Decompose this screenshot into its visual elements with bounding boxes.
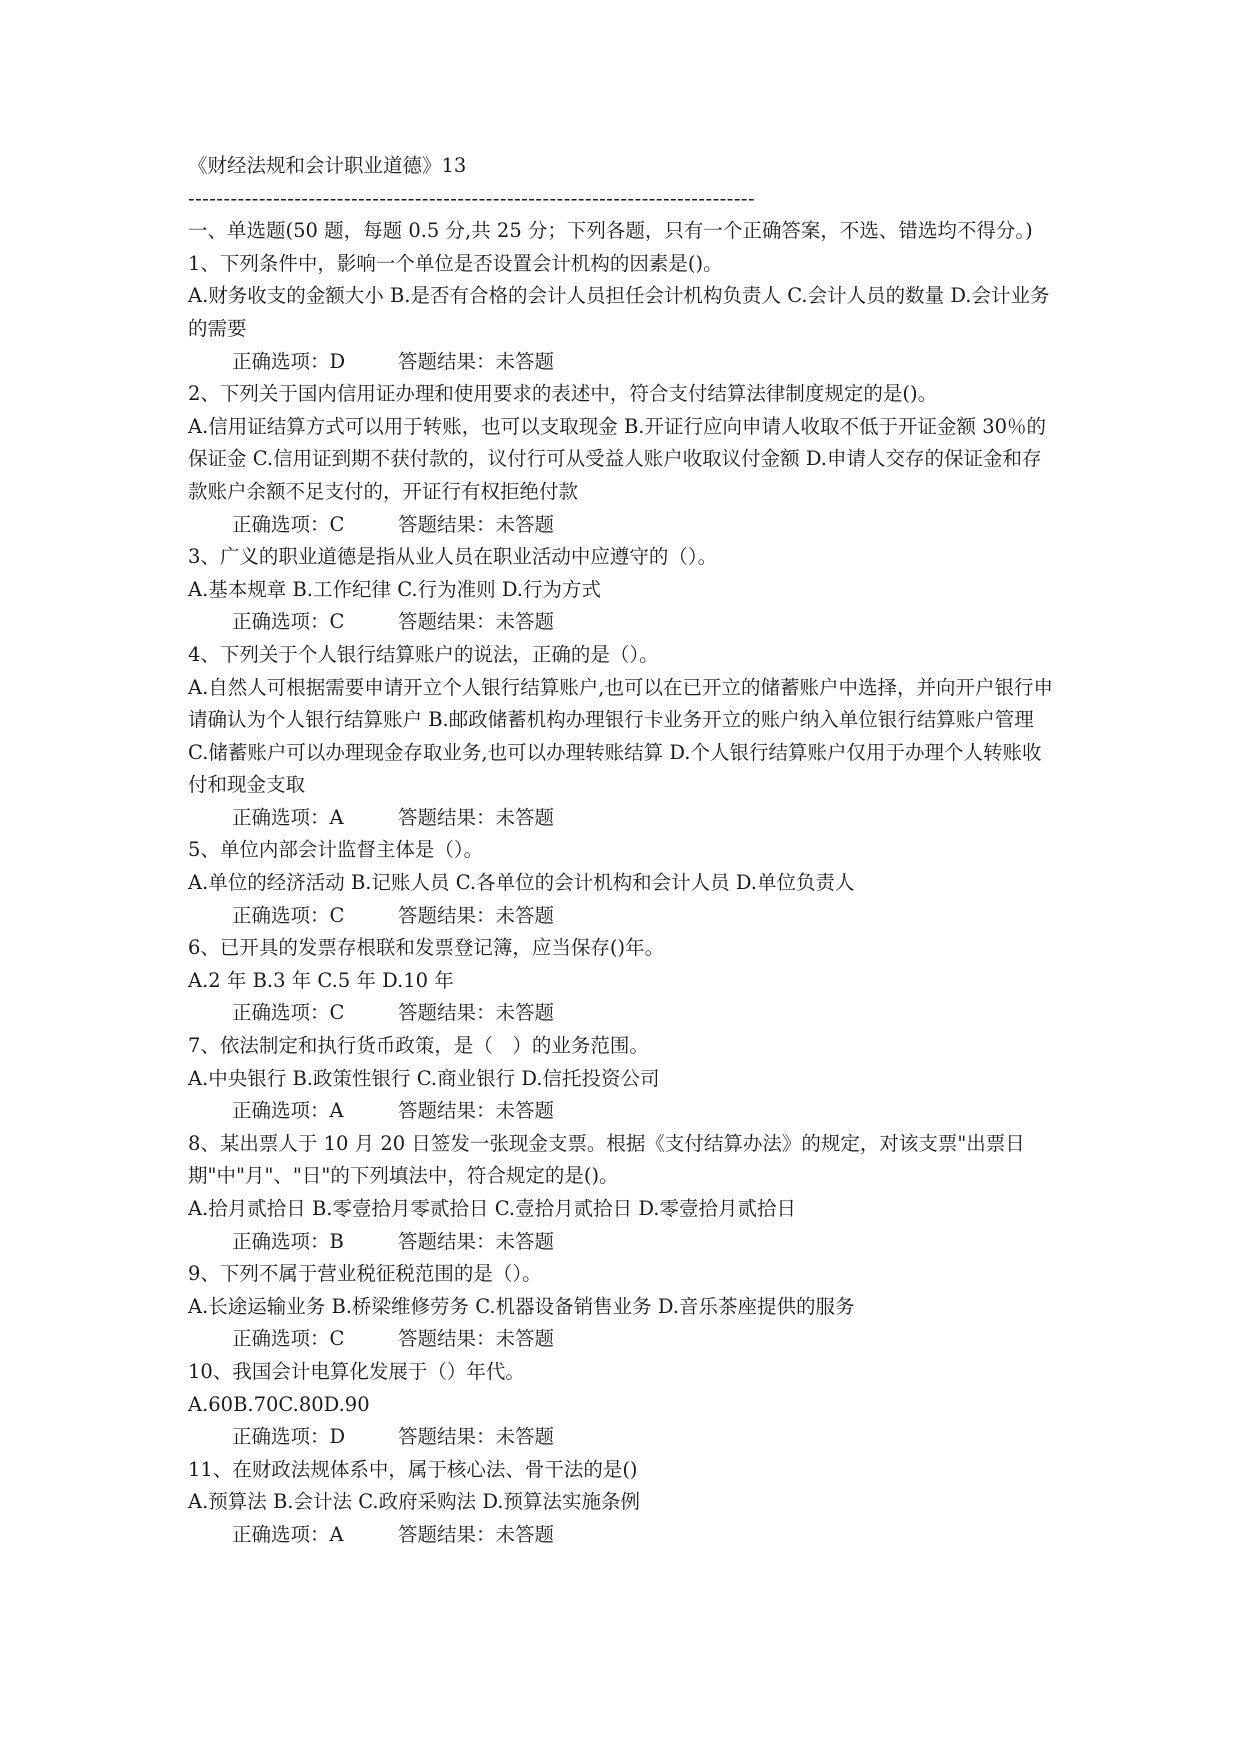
answer-result: 答题结果：未答题	[398, 1099, 555, 1123]
question-stem: 9、下列不属于营业税征税范围的是（）。	[188, 1262, 542, 1286]
question-item	[188, 639, 1058, 835]
question-options: A.长途运输业务 B.桥梁维修劳务 C.机器设备销售业务 D.音乐茶座提供的服务	[188, 1294, 855, 1318]
correct-answer: 正确选项：C	[232, 610, 345, 634]
question-stem: 11、在财政法规体系中，属于核心法、骨干法的是()	[188, 1457, 638, 1481]
question-stem: 6、已开具的发票存根联和发票登记簿，应当保存()年。	[188, 936, 665, 960]
answer-result: 答题结果：未答题	[398, 610, 555, 634]
question-options: A.拾月贰拾日 B.零壹拾月零贰拾日 C.壹拾月贰拾日 D.零壹拾月贰拾日	[188, 1197, 796, 1220]
question-options: A.60B.70C.80D.90	[188, 1392, 370, 1416]
section-header: 一、单选题(50 题，每题 0.5 分,共 25 分；下列各题，只有一个正确答案，不选、错选均不得分。)	[188, 219, 1033, 243]
correct-answer: 正确选项：B	[232, 1229, 344, 1253]
document-page	[188, 150, 1058, 1552]
question-stem: 3、广义的职业道德是指从业人员在职业活动中应遵守的（）。	[188, 545, 718, 569]
correct-answer: 正确选项：C	[232, 1001, 345, 1025]
answer-result: 答题结果：未答题	[398, 1229, 555, 1253]
answer-row	[188, 900, 1058, 933]
question-stem: 10、我国会计电算化发展于（）年代。	[188, 1359, 525, 1383]
correct-answer: 正确选项：D	[232, 349, 346, 373]
divider-line: --------------------------------------------------------------------------------	[188, 186, 756, 210]
question-options: A.财务收支的金额大小 B.是否有合格的会计人员担任会计机构负责人 C.会计人员的数量 D.会计业务的需要	[188, 284, 1050, 340]
correct-answer: 正确选项：A	[232, 1522, 344, 1546]
correct-answer: 正确选项：C	[232, 512, 345, 536]
answer-result: 答题结果：未答题	[398, 805, 555, 829]
question-options: A.基本规章 B.工作纪律 C.行为准则 D.行为方式	[188, 577, 601, 601]
answer-row	[188, 1095, 1058, 1128]
answer-row	[188, 606, 1058, 639]
answer-result: 答题结果：未答题	[398, 1522, 555, 1546]
question-options: A.单位的经济活动 B.记账人员 C.各单位的会计机构和会计人员 D.单位负责人	[188, 871, 855, 895]
correct-answer: 正确选项：D	[232, 1425, 346, 1449]
question-item	[188, 1356, 1058, 1454]
document-title: 《财经法规和会计职业道德》13	[188, 154, 467, 177]
question-options: A.中央银行 B.政策性银行 C.商业银行 D.信托投资公司	[188, 1066, 660, 1090]
question-stem: 4、下列关于个人银行结算账户的说法，正确的是（）。	[188, 642, 659, 666]
question-stem: 2、下列关于国内信用证办理和使用要求的表述中，符合支付结算法律制度规定的是()。	[188, 382, 938, 406]
question-list	[188, 248, 1058, 1552]
answer-result: 答题结果：未答题	[398, 512, 555, 536]
question-options: A.2 年 B.3 年 C.5 年 D.10 年	[188, 968, 454, 992]
question-item	[188, 1258, 1058, 1356]
answer-result: 答题结果：未答题	[398, 1001, 555, 1025]
answer-row	[188, 802, 1058, 835]
question-item	[188, 378, 1058, 541]
answer-row	[188, 1519, 1058, 1552]
question-stem: 7、依法制定和执行货币政策，是（ ）的业务范围。	[188, 1034, 649, 1058]
question-item	[188, 1128, 1058, 1258]
correct-answer: 正确选项：C	[232, 903, 345, 927]
question-item	[188, 834, 1058, 932]
answer-row	[188, 1421, 1058, 1454]
question-options: A.预算法 B.会计法 C.政府采购法 D.预算法实施条例	[188, 1490, 640, 1514]
answer-result: 答题结果：未答题	[398, 903, 555, 927]
answer-row	[188, 346, 1058, 379]
question-stem: 1、下列条件中，影响一个单位是否设置会计机构的因素是()。	[188, 251, 723, 275]
answer-row	[188, 1226, 1058, 1259]
answer-result: 答题结果：未答题	[398, 1327, 555, 1351]
answer-row	[188, 1323, 1058, 1356]
question-options: A.信用证结算方式可以用于转账，也可以支取现金 B.开证行应向申请人收取不低于开证金额 30％的保证金 C.信用证到期不获付款的，议付行可从受益人账户收取议付金额 D.申请人交存的保证金和存款账户余额不足支付的，开证行有权拒绝付款	[188, 414, 1047, 503]
question-stem: 8、某出票人于 10 月 20 日签发一张现金支票。根据《支付结算办法》的规定，对该支票"出票日期"中"月"、"日"的下列填法中，符合规定的是()。	[188, 1131, 1025, 1188]
correct-answer: 正确选项：A	[232, 805, 344, 829]
answer-row	[188, 997, 1058, 1030]
answer-result: 答题结果：未答题	[398, 349, 555, 373]
question-options: A.自然人可根据需要申请开立个人银行结算账户,也可以在已开立的储蓄账户中选择，并向开户银行申请确认为个人银行结算账户 B.邮政储蓄机构办理银行卡业务开立的账户纳入单位银行结算账户管理 C.储蓄账户可以办理现金存取业务,也可以办理转账结算 D.个人银行结算账户仅用于办理个人转账收付和现金支取	[188, 675, 1053, 797]
answer-row	[188, 509, 1058, 542]
correct-answer: 正确选项：A	[232, 1099, 344, 1123]
question-item	[188, 932, 1058, 1030]
question-item	[188, 541, 1058, 639]
correct-answer: 正确选项：C	[232, 1327, 345, 1351]
question-stem: 5、单位内部会计监督主体是（）。	[188, 838, 484, 862]
question-item	[188, 1454, 1058, 1552]
question-item	[188, 1030, 1058, 1128]
question-item	[188, 248, 1058, 378]
answer-result: 答题结果：未答题	[398, 1425, 555, 1449]
